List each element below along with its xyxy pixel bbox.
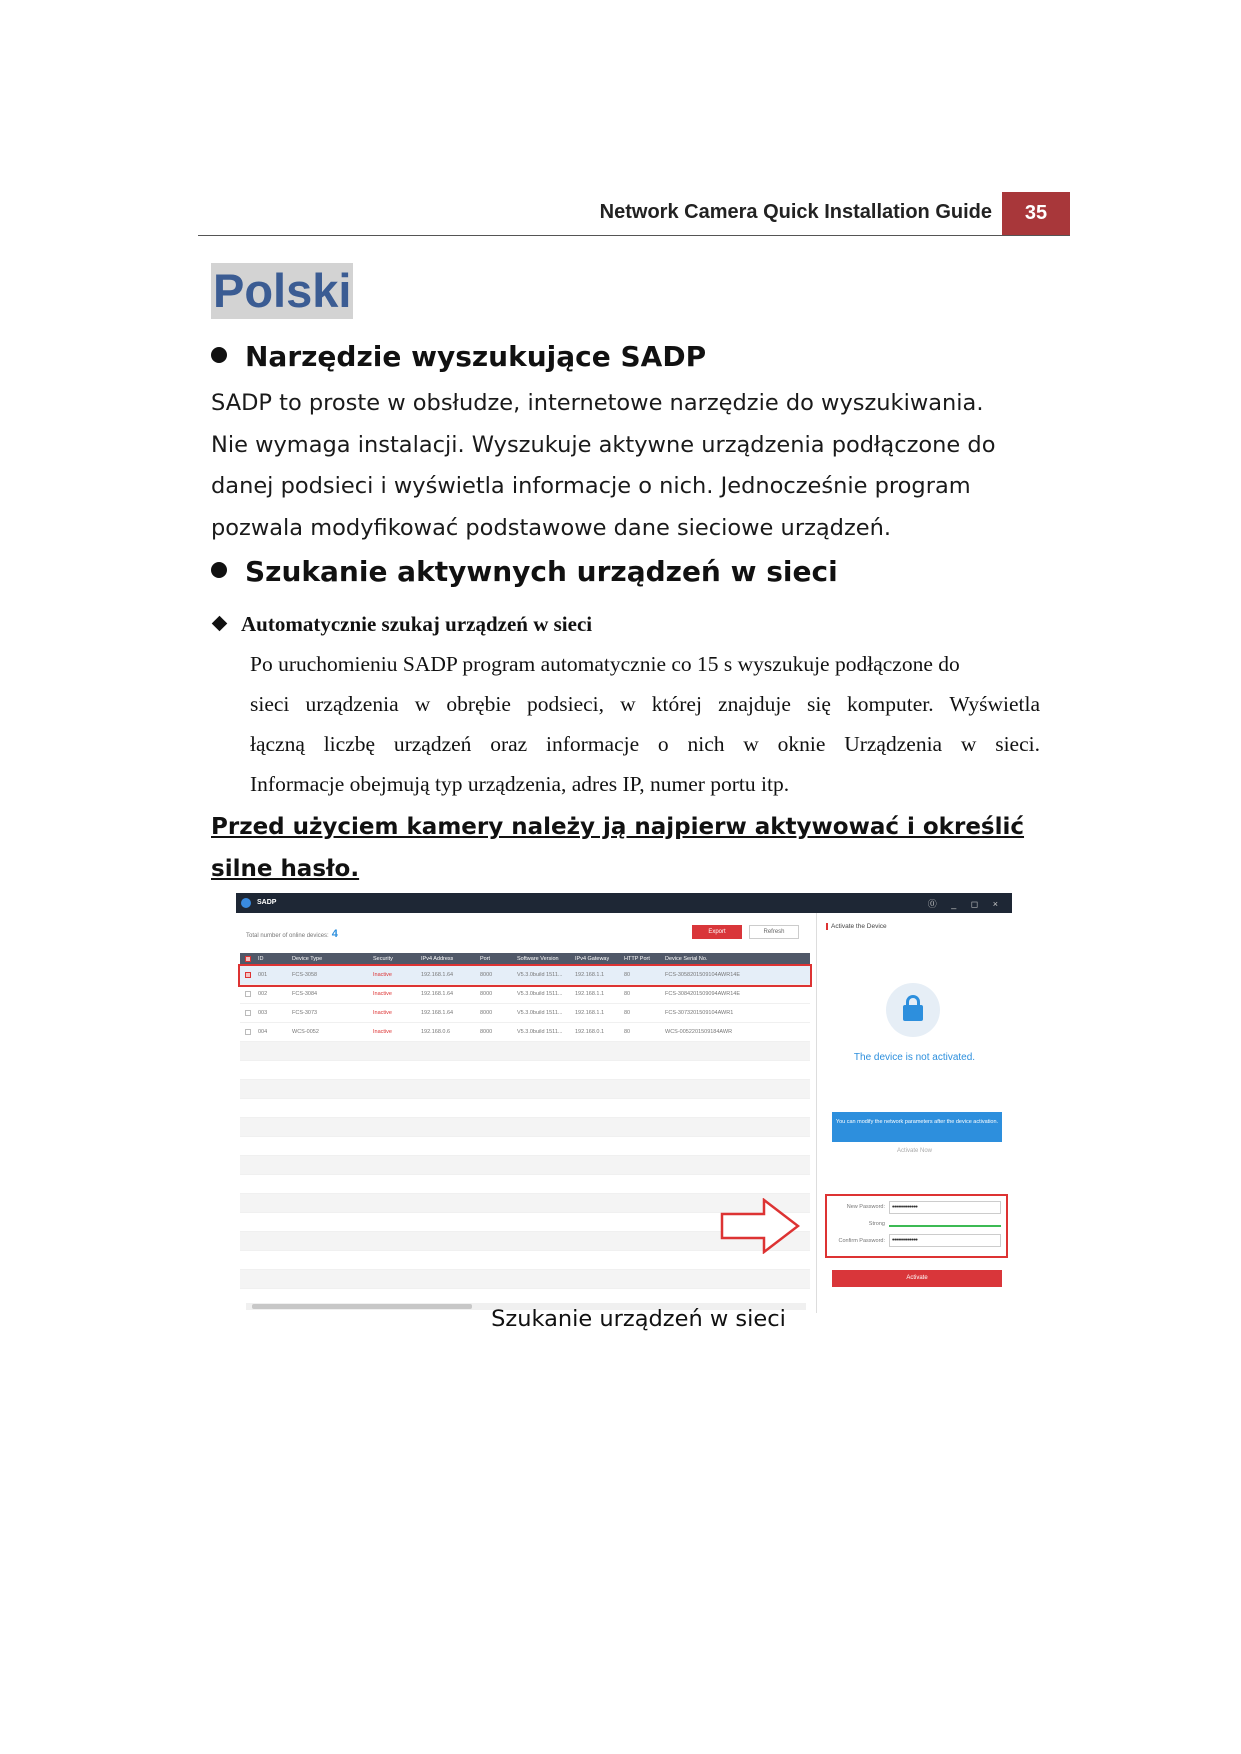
table-row-empty: [240, 1099, 810, 1118]
table-row-empty: [240, 1137, 810, 1156]
table-row[interactable]: [240, 966, 810, 985]
table-cell: 002: [258, 991, 268, 997]
column-header[interactable]: IPv4 Gateway: [575, 956, 610, 962]
paragraph-line: danej podsieci i wyświetla informacje o nich. Jednocześnie program: [211, 473, 971, 499]
section-heading-sadp: [211, 340, 706, 373]
table-cell: 003: [258, 1010, 268, 1016]
table-cell: 80: [624, 1029, 631, 1035]
new-password-field[interactable]: •••••••••••••: [889, 1201, 1001, 1214]
page-number: 35: [1002, 192, 1070, 235]
table-cell: Inactive: [373, 1010, 392, 1016]
table-cell: Inactive: [373, 1029, 392, 1035]
table-row[interactable]: [240, 1023, 810, 1042]
table-cell: V5.3.0build 1511...: [517, 991, 563, 997]
column-header[interactable]: Port: [480, 956, 491, 962]
paragraph-line: pozwala modyfikować podstawowe dane sieciowe urządzeń.: [211, 514, 892, 541]
table-cell: V5.3.0build 1511...: [517, 972, 563, 978]
table-row-empty: [240, 1042, 810, 1061]
refresh-button[interactable]: Refresh: [749, 925, 799, 939]
column-header[interactable]: ID: [258, 956, 264, 962]
table-row-empty: [240, 1270, 810, 1289]
app-name: SADP: [257, 899, 277, 906]
section-heading-search: [211, 555, 838, 588]
arrow-right-icon: [720, 1198, 800, 1254]
table-cell: 8000: [480, 1010, 493, 1016]
paragraph-line: SADP to proste w obsłudze, internetowe narzędzie do wyszukiwania.: [211, 390, 984, 416]
table-cell: Inactive: [373, 972, 392, 978]
table-row-empty: [240, 1080, 810, 1099]
table-row-empty: [240, 1061, 810, 1080]
column-header[interactable]: Device Serial No.: [665, 956, 708, 962]
total-count: 4: [331, 928, 338, 940]
table-cell: 192.168.1.1: [575, 991, 605, 997]
warning-line: silne hasło.: [211, 856, 360, 882]
password-section: [825, 1194, 1008, 1258]
table-row-empty: [240, 1175, 810, 1194]
table-cell: 192.168.0.1: [575, 1029, 605, 1035]
page-header: [198, 192, 1070, 236]
table-row-empty: [240, 1156, 810, 1175]
table-cell: 80: [624, 1010, 631, 1016]
table-cell: 004: [258, 1029, 268, 1035]
column-header[interactable]: IPv4 Address: [421, 956, 454, 962]
section-heading-text: Szukanie aktywnych urządzeń w sieci: [245, 555, 838, 588]
section-paragraph: [211, 383, 1071, 549]
bullet-icon: [211, 347, 227, 363]
new-password-label: New Password:: [846, 1204, 885, 1210]
column-header[interactable]: HTTP Port: [624, 956, 650, 962]
table-cell: WCS-0052201509184AWR: [665, 1029, 733, 1035]
warning-line: Przed użyciem kamery należy ją najpierw aktywować i określić: [211, 814, 1025, 840]
table-header: [240, 953, 810, 966]
row-checkbox[interactable]: [245, 972, 251, 978]
paragraph-line: sieci urządzenia w obrębie podsieci, w której znajduje się komputer. Wyświetla: [250, 692, 1040, 716]
sadp-logo-icon: [241, 898, 251, 908]
confirm-password-label: Confirm Password:: [838, 1238, 885, 1244]
table-cell: Inactive: [373, 991, 392, 997]
table-cell: 192.168.1.64: [421, 991, 454, 997]
table-cell: FCS-3073201509104AWR1: [665, 1010, 734, 1016]
table-cell: 80: [624, 991, 631, 997]
table-cell: FCS-3058201509104AWR14E: [665, 972, 741, 978]
language-title: Polski: [213, 264, 352, 317]
table-cell: FCS-3084: [292, 991, 318, 997]
paragraph-line: Po uruchomieniu SADP program automatycznie co 15 s wyszukuje podłączone do: [250, 652, 960, 676]
confirm-password-field[interactable]: •••••••••••••: [889, 1234, 1001, 1247]
section-heading-text: Narzędzie wyszukujące SADP: [245, 340, 707, 373]
activate-panel: [817, 913, 1012, 1313]
activate-now-link[interactable]: Activate Now: [896, 1148, 932, 1154]
table-cell: 8000: [480, 972, 493, 978]
row-checkbox[interactable]: [245, 1010, 251, 1016]
diamond-bullet-icon: [212, 616, 228, 632]
table-cell: FCS-3073: [292, 1010, 318, 1016]
table-cell: V5.3.0build 1511...: [517, 1029, 563, 1035]
panel-title: Activate the Device: [826, 923, 887, 930]
not-activated-text: The device is not activated.: [853, 1052, 976, 1063]
table-row[interactable]: [240, 1004, 810, 1023]
export-button[interactable]: Export: [692, 925, 742, 939]
row-checkbox[interactable]: [245, 991, 251, 997]
table-cell: 8000: [480, 1029, 493, 1035]
table-cell: 192.168.1.64: [421, 972, 454, 978]
table-cell: V5.3.0build 1511...: [517, 1010, 563, 1016]
subheading-auto-search: [211, 612, 592, 637]
password-strength-bar: [889, 1225, 1001, 1227]
info-box: You can modify the network parameters after the device activation.: [832, 1112, 1002, 1142]
paragraph-line: Informacje obejmują typ urządzenia, adres IP, numer portu itp.: [250, 772, 790, 796]
subsection-paragraph: [250, 644, 1040, 804]
window-controls[interactable]: ⓪ _ ◻ ×: [927, 899, 1004, 909]
activation-warning: [211, 806, 1071, 890]
figure-caption: Szukanie urządzeń w sieci: [491, 1306, 786, 1332]
lock-icon: [886, 983, 940, 1037]
strength-label: Strong: [868, 1221, 885, 1227]
table-cell: FCS-3058: [292, 972, 318, 978]
paragraph-line: Nie wymaga instalacji. Wyszukuje aktywne urządzenia podłączone do: [211, 431, 996, 458]
table-cell: 192.168.1.1: [575, 1010, 605, 1016]
select-all-checkbox[interactable]: [245, 956, 251, 962]
subheading-text: Automatycznie szukaj urządzeń w sieci: [241, 612, 593, 636]
column-header[interactable]: Device Type: [292, 956, 323, 962]
header-title: Network Camera Quick Installation Guide: [599, 201, 992, 223]
table-cell: 192.168.1.1: [575, 972, 605, 978]
table-cell: 192.168.1.64: [421, 1010, 454, 1016]
paragraph-line: łączną liczbę urządzeń oraz informacje o nich w oknie Urządzenia w sieci.: [250, 732, 1040, 756]
sadp-screenshot: [236, 893, 1012, 1313]
bullet-icon: [211, 562, 227, 578]
column-header[interactable]: Software Version: [517, 956, 559, 962]
table-row-empty: [240, 1118, 810, 1137]
column-header[interactable]: Security: [373, 956, 393, 962]
table-cell: 80: [624, 972, 631, 978]
row-checkbox[interactable]: [245, 1029, 251, 1035]
table-cell: 192.168.0.6: [421, 1029, 451, 1035]
table-cell: 001: [258, 972, 268, 978]
sadp-titlebar: [236, 893, 1012, 913]
table-cell: FCS-3084201509094AWR14E: [665, 991, 741, 997]
activate-button[interactable]: Activate: [832, 1270, 1002, 1287]
total-label: Total number of online devices:: [246, 933, 329, 939]
table-cell: WCS-0052: [292, 1029, 319, 1035]
device-total: [246, 928, 338, 940]
table-row[interactable]: [240, 985, 810, 1004]
table-cell: 8000: [480, 991, 493, 997]
